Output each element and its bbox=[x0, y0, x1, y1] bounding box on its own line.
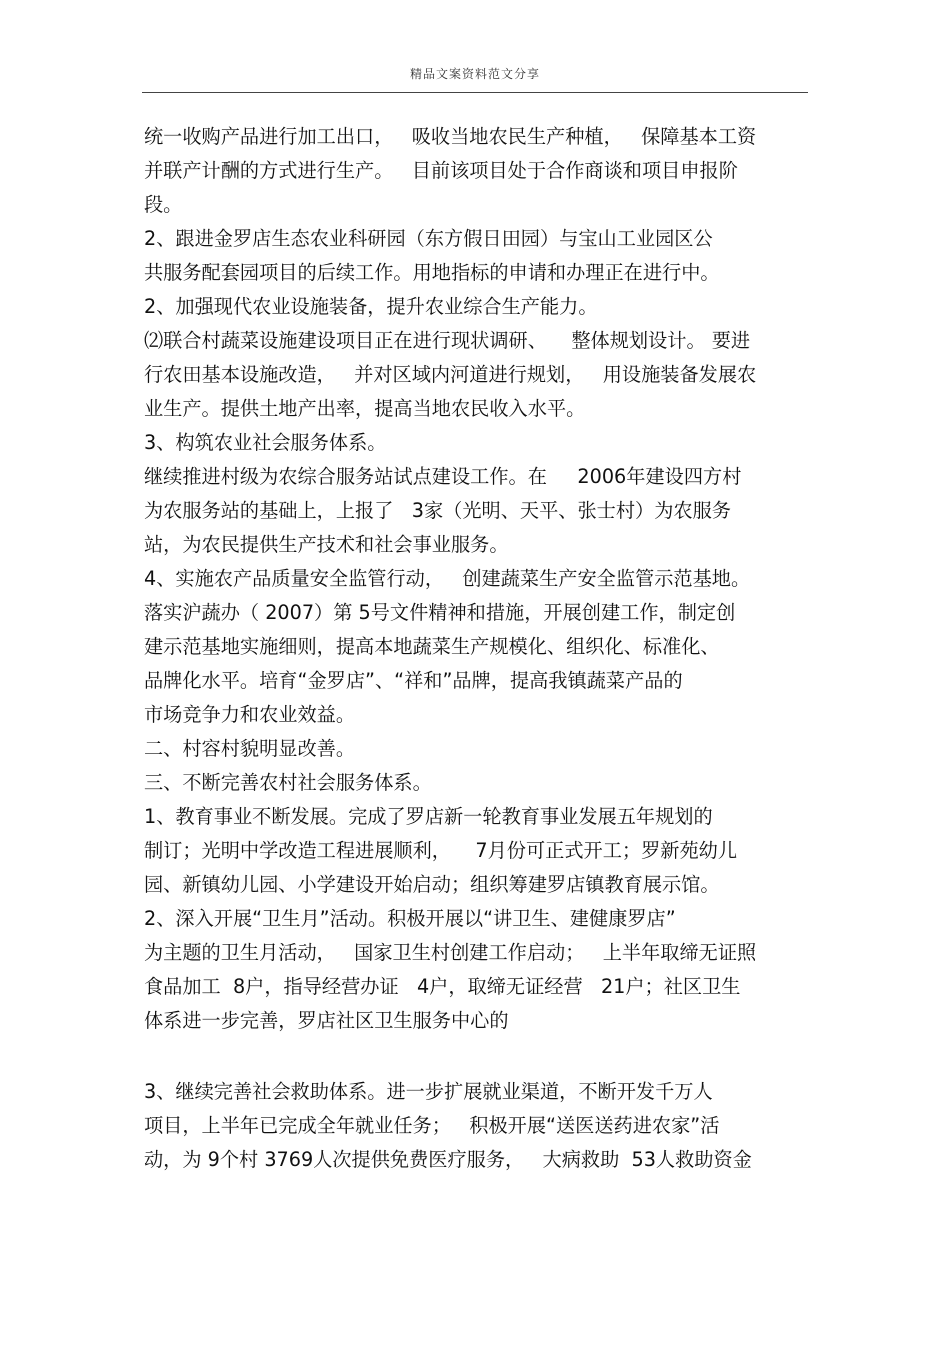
text-line: 继续推进村级为农综合服务站试点建设工作。在 2006年建设四方村 bbox=[144, 465, 742, 488]
text-line: 为主题的卫生月活动， 国家卫生村创建工作启动； 上半年取缔无证照 bbox=[144, 941, 757, 964]
text-line: 1、教育事业不断发展。完成了罗店新一轮教育事业发展五年规划的 bbox=[144, 805, 713, 828]
text-line: 动，为 9个村 3769人次提供免费医疗服务， 大病救助 53人救助资金 bbox=[144, 1148, 752, 1171]
text-line: 为农服务站的基础上，上报了 3家（光明、天平、张士村）为农服务 bbox=[144, 499, 731, 522]
text-line: 共服务配套园项目的后续工作。用地指标的申请和办理正在进行中。 bbox=[144, 261, 720, 284]
text-line: 并联产计酬的方式进行生产。 目前该项目处于合作商谈和项目申报阶 bbox=[144, 159, 738, 182]
text-line: 建示范基地实施细则，提高本地蔬菜生产规模化、组织化、标准化、 bbox=[144, 635, 720, 658]
text-line: 统一收购产品进行加工出口， 吸收当地农民生产种植， 保障基本工资 bbox=[144, 125, 757, 148]
text-line: 3、构筑农业社会服务体系。 bbox=[144, 431, 387, 454]
text-line: 食品加工 8户，指导经营办证 4户，取缔无证经营 21户；社区卫生 bbox=[144, 975, 741, 998]
text-line: 4、实施农产品质量安全监管行动， 创建蔬菜生产安全监管示范基地。 bbox=[144, 567, 751, 590]
text-line: 3、继续完善社会救助体系。进一步扩展就业渠道，不断开发千万人 bbox=[144, 1080, 713, 1103]
text-line: 体系进一步完善，罗店社区卫生服务中心的 bbox=[144, 1009, 509, 1032]
text-line: 市场竞争力和农业效益。 bbox=[144, 703, 356, 726]
text-line: 段。 bbox=[144, 193, 183, 216]
paragraph-gap bbox=[144, 1038, 808, 1075]
text-line: 落实沪蔬办（ 2007）第 5号文件精神和措施，开展创建工作，制定创 bbox=[144, 601, 736, 624]
text-line: 三、不断完善农村社会服务体系。 bbox=[144, 771, 432, 794]
document-body bbox=[144, 120, 808, 1177]
text-line: 项目，上半年已完成全年就业任务； 积极开展“送医送药进农家”活 bbox=[144, 1114, 720, 1137]
text-line: 业生产。提供土地产出率，提高当地农民收入水平。 bbox=[144, 397, 586, 420]
text-line: 2、跟进金罗店生态农业科研园（东方假日田园）与宝山工业园区公 bbox=[144, 227, 713, 250]
header-divider bbox=[142, 92, 808, 93]
text-line: 2、深入开展“卫生月”活动。积极开展以“讲卫生、建健康罗店” bbox=[144, 907, 676, 930]
text-line: 2、加强现代农业设施装备，提升农业综合生产能力。 bbox=[144, 295, 598, 318]
text-line: 园、新镇幼儿园、小学建设开始启动；组织筹建罗店镇教育展示馆。 bbox=[144, 873, 720, 896]
text-line: 二、村容村貌明显改善。 bbox=[144, 737, 356, 760]
page-header: 精品文案资料范文分享 bbox=[409, 67, 540, 81]
text-line: 品牌化水平。培育“金罗店”、“祥和”品牌，提高我镇蔬菜产品的 bbox=[144, 669, 683, 692]
text-line: 站，为农民提供生产技术和社会事业服务。 bbox=[144, 533, 509, 556]
text-line: 制订；光明中学改造工程进展顺利， 7月份可正式开工；罗新苑幼儿 bbox=[144, 839, 738, 862]
text-line: ⑵联合村蔬菜设施建设项目正在进行现状调研、 整体规划设计。 要进 bbox=[144, 329, 751, 352]
text-line: 行农田基本设施改造， 并对区域内河道进行规划， 用设施装备发展农 bbox=[144, 363, 757, 386]
